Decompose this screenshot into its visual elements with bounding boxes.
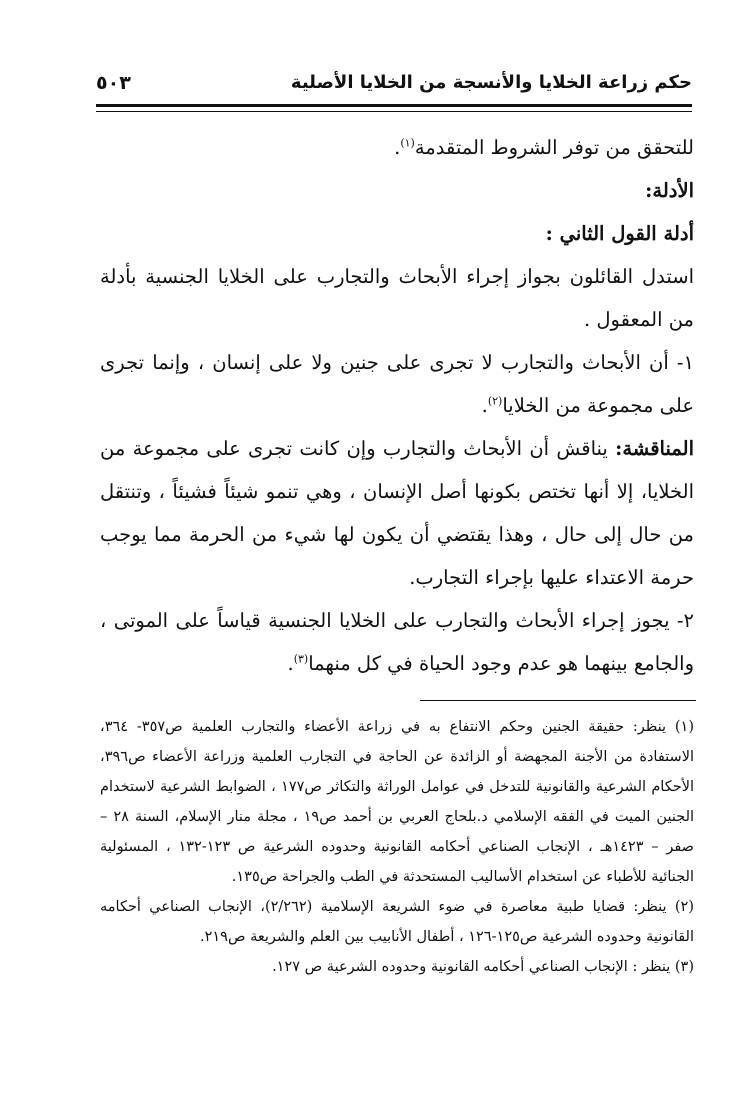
footnote-ref-3: (٣): [293, 652, 309, 666]
footnote-3: (٣) ينظر : الإنجاب الصناعي أحكامه القانونية وحدوده الشرعية ص ١٢٧.: [272, 959, 694, 975]
paragraph-argument-2: [100, 599, 694, 685]
running-header: [96, 72, 692, 102]
heading-evidence: الأدلة:: [645, 179, 694, 202]
main-text: [100, 126, 694, 685]
header-rule-thick: [96, 104, 692, 107]
footnote-ref-1: (١): [400, 136, 415, 150]
paragraph-inference: استدل القائلون بجواز إجراء الأبحاث والتجارب على الخلايا الجنسية بأدلة من المعقول .: [100, 265, 694, 331]
discussion-label: المناقشة:: [615, 437, 694, 460]
footnote-2: (٢) ينظر: قضايا طبية معاصرة في ضوء الشريعة الإسلامية (٢/٢٦٢)، الإنجاب الصناعي أحكامه القانونية وحدوده الشرعية ص١٢٥-١٢٦ ، أطفال الأنابيب بين العلم والشريعة ص٢١٩.: [100, 899, 694, 945]
argument-1-end: .: [481, 394, 488, 417]
paragraph-intro: للتحقق من توفر الشروط المتقدمة$^{(١)}$.: [394, 136, 694, 159]
discussion-text: يناقش أن الأبحاث والتجارب وإن كانت تجرى على مجموعة من الخلايا، إلا أنها تختص بكونها أصل الإنسان ، وهي تنمو شيئاً فشيئاً ، وتنتقل من حال إلى حال ، وهذا يقتضي أن يكون لها شيء من الحرمة مما يوجب حرمة الاعتداء عليها بإجراء التجارب.: [100, 437, 694, 589]
argument-2-end: .: [287, 652, 294, 675]
footnote-ref-2: (٢): [487, 394, 503, 408]
paragraph-intro-text: للتحقق من توفر الشروط المتقدمة: [414, 136, 694, 159]
page-number: ٥٠٣: [96, 72, 131, 94]
footnote-1: (١) ينظر: حقيقة الجنين وحكم الانتفاع به في زراعة الأعضاء والتجارب العلمية ص٣٥٧- ٣٦٤، الاستفادة من الأجنة المجهضة أو الزائدة عن الحاجة في التجارب العلمية وزراعة الأعضاء ص٣٩٦، الأحكام الشرعية والقانونية للتدخل في عوامل الوراثة والتكاثر ص١٧٧ ، الضوابط الشرعية لاستخدام الجنين الميت في الفقه الإسلامي د.بلحاج العربي بن أحمد ص١٩ ، مجلة منار الإسلام، السنة ٢٨ – صفر – ١٤٢٣هـ ، الإنجاب الصناعي أحكامه القانونية وحدوده الشرعية ص ١٢٣-١٣٢ ، المسئولية الجنائية للأطباء عن استخدام الأساليب المستحدثة في الطب والجراحة ص١٣٥.: [100, 719, 695, 885]
footnotes: [100, 712, 694, 982]
paragraph-discussion: [100, 427, 694, 599]
argument-2-text: ٢- يجوز إجراء الأبحاث والتجارب على الخلايا الجنسية قياساً على الموتى ، والجامع بينهما هو عدم وجود الحياة في كل منهما: [100, 609, 694, 675]
footnote-separator: [420, 700, 696, 701]
heading-second-opinion: أدلة القول الثاني :: [545, 222, 694, 245]
header-rule-thin: [96, 111, 692, 112]
argument-1-text: ١- أن الأبحاث والتجارب لا تجرى على جنين ولا على إنسان ، وإنما تجرى على مجموعة من الخلايا: [100, 351, 694, 417]
header-title: حكم زراعة الخلايا والأنسجة من الخلايا الأصلية: [290, 72, 692, 93]
paragraph-argument-1: [100, 341, 694, 427]
